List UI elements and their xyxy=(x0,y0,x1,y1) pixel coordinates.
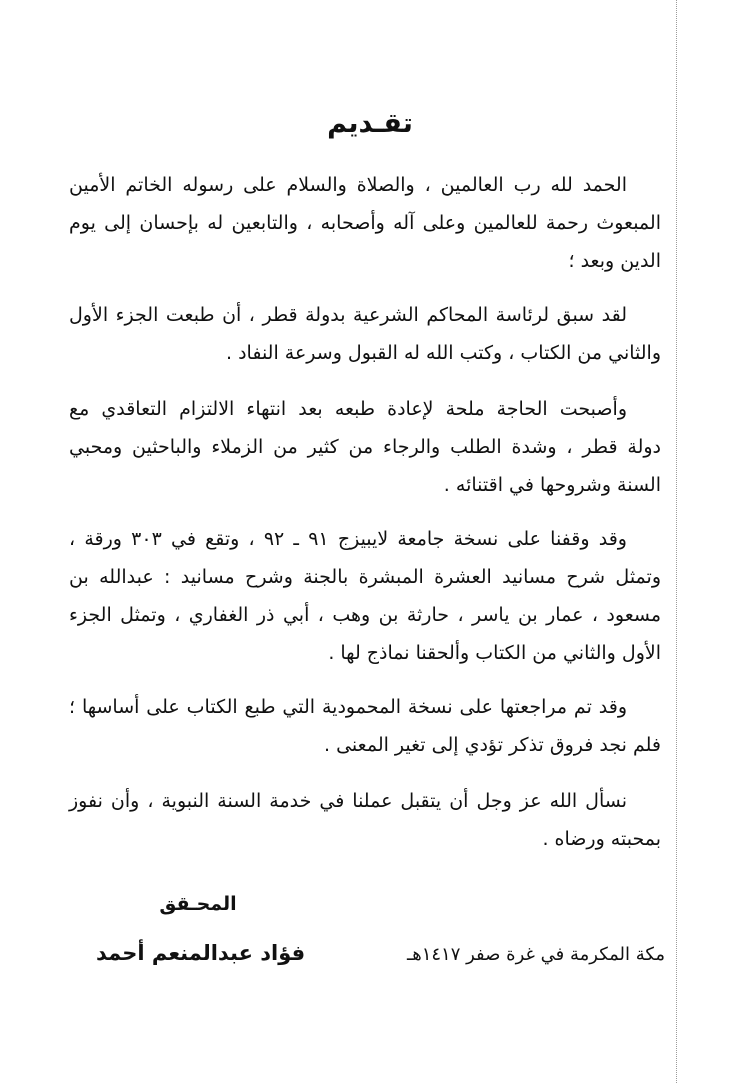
paragraph-opening xyxy=(69,166,661,280)
paragraph-line: مسعود ، عمار بن ياسر ، حارثة بن وهب ، أبي ذر الغفاري ، وتمثل الجزء xyxy=(69,604,661,626)
signature-name: فؤاد عبدالمنعم أحمد xyxy=(96,941,306,965)
signature-title: المحـقق xyxy=(159,893,237,915)
paragraph-line: وقد تم مراجعتها على نسخة المحمودية التي طبع الكتاب على أساسها ؛ xyxy=(69,696,627,718)
paragraph-reprint-need xyxy=(69,390,661,504)
paragraph-line: دولة قطر ، وشدة الطلب والرجاء من كثير من الزملاء والباحثين ومحبي xyxy=(69,436,661,458)
paragraph-line: الحمد لله رب العالمين ، والصلاة والسلام على رسوله الخاتم الأمين xyxy=(69,174,627,196)
paragraph-line: لقد سبق لرئاسة المحاكم الشرعية بدولة قطر ، أن طبعت الجزء الأول xyxy=(69,304,627,326)
paragraph-line: وتمثل شرح مسانيد العشرة المبشرة بالجنة وشرح مسانيد : عبدالله بن xyxy=(69,566,661,588)
page-edge-dotted-line xyxy=(676,0,677,1083)
paragraph-line: نسأل الله عز وجل أن يتقبل عملنا في خدمة السنة النبوية ، وأن نفوز xyxy=(69,790,627,812)
paragraph-review xyxy=(69,688,661,764)
paragraph-line: السنة وشروحها في اقتنائه . xyxy=(443,474,661,496)
paragraph-closing-prayer xyxy=(69,782,661,858)
paragraph-line: وقد وقفنا على نسخة جامعة لايبيزج ٩١ ـ ٩٢ ، وتقع في ٣٠٣ ورقة ، xyxy=(69,528,627,550)
place-and-date: مكة المكرمة في غرة صفر ١٤١٧هـ xyxy=(406,944,665,965)
paragraph-line: بمحبته ورضاه . xyxy=(542,828,661,850)
paragraph-line: الأول والثاني من الكتاب وألحقنا نماذج لها . xyxy=(328,642,661,664)
paragraph-line: وأصبحت الحاجة ملحة لإعادة طبعه بعد انتهاء الالتزام التعاقدي مع xyxy=(69,398,627,420)
paragraph-first-edition xyxy=(69,296,661,372)
paragraph-line: الدين وبعد ؛ xyxy=(568,250,661,272)
paragraph-line: فلم نجد فروق تذكر تؤدي إلى تغير المعنى . xyxy=(324,734,661,756)
page-heading: تقـديم xyxy=(327,108,413,139)
paragraph-manuscript xyxy=(69,520,661,672)
paragraph-line: المبعوث رحمة للعالمين وعلى آله وأصحابه ، والتابعين له بإحسان إلى يوم xyxy=(69,212,661,234)
paragraph-line: والثاني من الكتاب ، وكتب الله له القبول وسرعة النفاد . xyxy=(226,342,661,364)
